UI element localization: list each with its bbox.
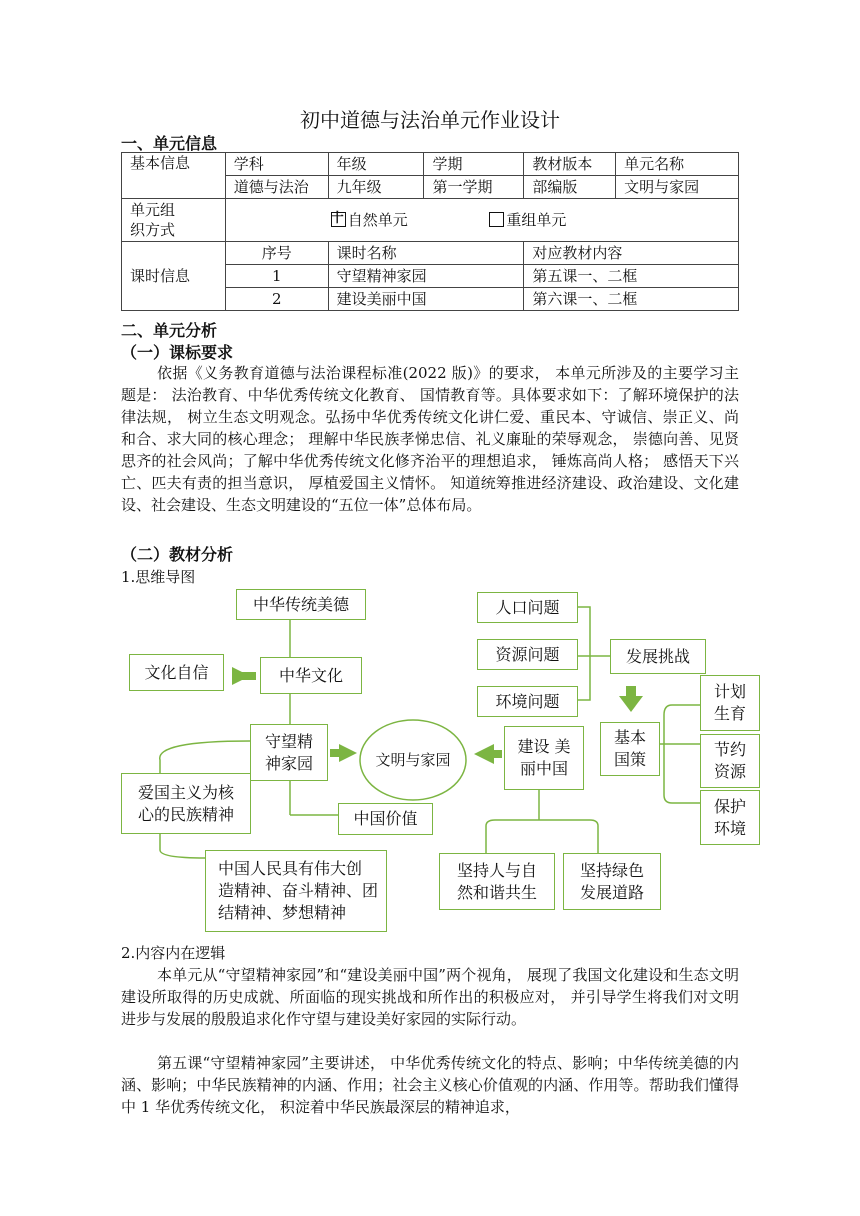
header-grade: 年级 <box>328 153 424 176</box>
node-great-spirits-line1: 中国人民具有伟大创 <box>218 859 363 878</box>
node-harmony-line2: 然和谐共生 <box>456 882 537 902</box>
node-great-spirits <box>205 850 387 932</box>
row-lesson-name: 守望精神家园 <box>328 265 524 288</box>
node-build-line2: 丽中国 <box>519 759 568 778</box>
mindmap-label: 1.思维导图 <box>121 568 196 586</box>
node-patriotism-line2: 心的民族精神 <box>137 804 234 824</box>
row-lesson-name: 建设美丽中国 <box>328 288 524 311</box>
node-basic-policy <box>600 722 660 776</box>
node-save-resources <box>700 734 760 788</box>
node-traditional-virtue-text: 中华传统美德 <box>252 594 349 614</box>
node-great-spirits-line2: 造精神、奋斗精神、团 <box>218 881 379 900</box>
node-chinese-culture <box>260 657 362 694</box>
node-policy-line1: 基本 <box>613 728 646 747</box>
node-challenge-text: 发展挑战 <box>625 646 690 666</box>
row-no: 1 <box>225 265 328 288</box>
node-resource-issue <box>477 639 578 670</box>
node-green-development <box>563 853 661 910</box>
basic-info-label: 基本信息 <box>122 153 226 199</box>
logic-label: 2.内容内在逻辑 <box>121 944 226 962</box>
node-patriotism <box>121 773 251 834</box>
lesson-info-label: 课时信息 <box>122 242 226 311</box>
node-cultural-confidence-text: 文化自信 <box>144 662 209 682</box>
header-lesson-name: 课时名称 <box>328 242 524 265</box>
regroup-unit-label: 重组单元 <box>506 211 567 229</box>
header-subject: 学科 <box>225 153 328 176</box>
node-protect-line2: 环境 <box>713 818 746 838</box>
node-environment-text: 环境问题 <box>495 691 560 711</box>
paragraph-curriculum: 依据《义务教育道德与法治课程标准(2022 版)》的要求， 本单元所涉及的主要学习主题是： 法治教育、中华优秀传统文化教育、 国情教育等。具体要求如下：了解环境保护的法律法规， 树立生态文明观念。弘扬中华优秀传统文化讲仁爱、重民本、守诚信、崇正义、尚和合、求大同的核心理念； 理解中华民族孝悌忠信、礼义廉耻的荣辱观念， 崇德向善、见贤思齐的社会风尚；了解中华优秀传统文化修齐治平的理想追求， 锤炼高尚人格； 感悟天下兴亡、匹夫有责的担当意识， 厚植爱国主义情怀。 知道统筹推进经济建设、政治建设、文化建设、社会建设、生态文明建设的“五位一体”总体布局。 <box>121 364 739 514</box>
node-protect-line1: 保护 <box>713 796 746 816</box>
node-chinese-values-text: 中国价值 <box>353 809 418 828</box>
org-mode-label-line1: 单元组 <box>130 201 176 219</box>
node-guard-line2: 神家园 <box>264 753 313 773</box>
value-edition: 部编版 <box>524 176 616 199</box>
section-heading-unit-analysis: 二、单元分析 <box>121 321 218 340</box>
node-cultural-confidence <box>129 654 224 691</box>
node-save-line2: 资源 <box>713 762 746 781</box>
node-family-planning <box>700 675 760 731</box>
value-term: 第一学期 <box>424 176 524 199</box>
node-patriotism-line1: 爱国主义为核 <box>137 782 234 802</box>
paragraph-logic: 本单元从“守望精神家园”和“建设美丽中国”两个视角， 展现了我国文化建设和生态文明建设所取得的历史成就、所面临的现实挑战和所作出的积极应对， 并引导学生将我们对文明进步与发展的殷殷追求化作守望与建设美好家园的实际行动。 <box>121 966 739 1028</box>
section-heading-unit-info: 一、单元信息 <box>121 134 218 153</box>
node-guard-line1: 守望精 <box>264 731 313 751</box>
subheading-curriculum: （一）课标要求 <box>121 343 234 362</box>
node-environment-issue <box>477 686 578 717</box>
node-chinese-culture-text: 中华文化 <box>278 665 343 685</box>
node-guard-spiritual-home <box>250 724 328 781</box>
page-title: 初中道德与法治单元作业设计 <box>300 108 560 132</box>
header-term: 学期 <box>424 153 524 176</box>
node-development-challenge <box>610 639 706 674</box>
org-mode-label-line2: 织方式 <box>130 221 176 239</box>
node-green-line2: 发展道路 <box>579 882 644 902</box>
row-content: 第五课一、二框 <box>524 265 739 288</box>
header-edition: 教材版本 <box>524 153 616 176</box>
row-content: 第六课一、二框 <box>524 288 739 311</box>
header-no: 序号 <box>225 242 328 265</box>
node-plan-line2: 生育 <box>713 704 746 723</box>
row-no: 2 <box>225 288 328 311</box>
node-traditional-virtue <box>236 589 366 620</box>
node-build-line1: 建设 美 <box>517 737 571 756</box>
natural-unit-label: 自然单元 <box>347 211 408 229</box>
value-grade: 九年级 <box>328 176 424 199</box>
value-unit-name: 文明与家园 <box>616 176 739 199</box>
node-harmony-line1: 坚持人与自 <box>456 860 537 880</box>
node-plan-line1: 计划 <box>713 682 746 701</box>
paragraph-lesson5: 第五课“守望精神家园”主要讲述， 中华优秀传统文化的特点、影响；中华传统美德的内涵、影响；中华民族精神的内涵、作用；社会主义核心价值观的内涵、作用等。帮助我们懂得中 1 华优秀传统文化， 积淀着中华民族最深层的精神追求， <box>121 1054 739 1116</box>
node-resource-text: 资源问题 <box>495 644 560 664</box>
node-population-issue <box>477 592 578 623</box>
node-great-spirits-line3: 结精神、梦想精神 <box>218 903 347 922</box>
node-protect-environment <box>700 790 760 845</box>
node-build-beautiful-china <box>504 726 584 790</box>
header-unit-name: 单元名称 <box>616 153 739 176</box>
node-chinese-values <box>338 803 433 835</box>
header-content: 对应教材内容 <box>524 242 739 265</box>
node-policy-line2: 国策 <box>613 750 646 769</box>
node-save-line1: 节约 <box>713 740 746 759</box>
node-center-civilization-home: 文明与家园 <box>375 751 451 769</box>
node-harmony-nature <box>439 853 555 910</box>
node-population-text: 人口问题 <box>495 597 560 617</box>
subheading-textbook: （二）教材分析 <box>121 545 234 564</box>
value-subject: 道德与法治 <box>225 176 328 199</box>
node-green-line1: 坚持绿色 <box>579 860 644 880</box>
